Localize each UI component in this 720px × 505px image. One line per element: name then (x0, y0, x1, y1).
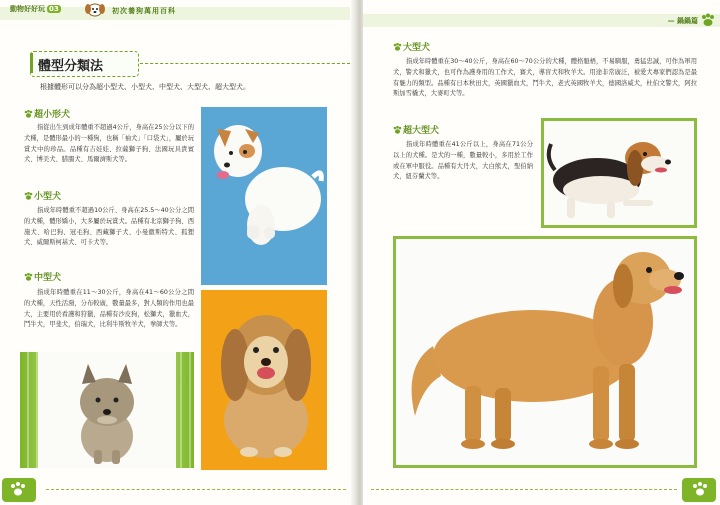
heading-label: 大型犬 (403, 43, 431, 53)
heading-small-dog (24, 189, 61, 202)
section-bar (30, 53, 33, 73)
book-subtitle: 初次養狗萬用百科 (112, 7, 176, 15)
heading-label: 超小形犬 (34, 110, 71, 120)
page-corner-paw-icon (2, 478, 36, 502)
photo-fluffy-dog (201, 290, 327, 470)
series-title (10, 4, 63, 14)
paw-icon (393, 43, 402, 51)
heading-label: 小型犬 (34, 192, 62, 202)
section-divider (140, 63, 350, 64)
page-corner-paw-icon (682, 478, 716, 502)
heading-label: 超大型犬 (403, 126, 440, 136)
puppy-logo-icon (85, 2, 105, 17)
section-title: 體型分類法 (38, 59, 104, 74)
series-badge: 03 (49, 5, 59, 13)
tiny-dog-text: 指從出生到成年體重不超過4公斤，身高在25公分以下的犬種，是體形最小的一種狗，也稱「袖犬」「口袋犬」，屬於玩賞犬中的珍品。品種有吉娃娃、拉薩獅子狗、法國玩具貴賓犬、博美犬、腊腸犬、馬爾濟斯犬等。 (24, 124, 195, 164)
heading-medium-dog (24, 270, 61, 283)
chapter-name: 鍋鍋篇 (677, 17, 698, 25)
paw-icon (393, 126, 402, 134)
heading-tiny-dog (24, 107, 70, 120)
section-title-box (30, 51, 139, 77)
footer-dots (46, 489, 346, 490)
paw-icon (24, 273, 33, 281)
series-name: 動物好好玩 (10, 5, 45, 13)
right-page (363, 0, 720, 505)
heading-giant-dog (393, 123, 439, 136)
paw-icon (24, 110, 33, 118)
paw-icon (24, 192, 33, 200)
photo-golden-retriever (393, 236, 697, 468)
paw-icon (700, 13, 716, 27)
heading-large-dog (393, 40, 430, 53)
header-strip (363, 14, 720, 27)
intro-text: 根據體形可以分為超小型犬、小型犬、中型犬、大型犬、超大型犬。 (40, 83, 250, 91)
heading-label: 中型犬 (34, 273, 62, 283)
footer-dots (371, 489, 677, 490)
medium-dog-text: 指成年時體重在11～30公斤，身高在41～60公分之間的犬種，天性活潑，分布較廣，數量最多，對人類的作用也最大，主要用於看護和狩獵，品種有沙皮狗，松獅犬，獵血犬，鬥牛犬，甲斐犬，伯瑞犬，比利牛斯牧羊犬，拳師犬等。 (24, 289, 195, 329)
chapter-label: — 鍋鍋篇 (667, 17, 698, 25)
photo-white-terrier (201, 107, 327, 285)
large-dog-text: 指成年時體重在30～40公斤，身高在60～70公分的犬種，體格魁梧，不易馴服，勇猛忠誠，可作為軍用犬，警犬和獵犬，也可作為護身用的工作犬，賽犬，導盲犬和牧羊犬。用途非常廣泛，被愛犬專家們認為是最有魅力的類型。品種有日本秋田犬，英國獵血犬，鬥牛犬，老式英國牧羊犬，德國洛威犬，杜伯文警犬，阿拉斯加雪橇犬，大麥町犬等。 (393, 58, 697, 98)
photo-beagle (541, 118, 697, 228)
left-page (0, 0, 356, 505)
small-dog-text: 指成年時體重不超過10公斤、身高在25.5～40公分之間的犬種，體形嬌小，大多屬於玩賞犬。品種有北京獅子狗、西施犬、哈巴狗、冠毛狗、西藏獅子犬、小曼徹斯特犬、狐狸犬、威爾斯柯基犬、可卡犬等。 (24, 207, 195, 247)
photo-cairn-terrier (38, 352, 176, 468)
giant-dog-text: 指成年時體重在41公斤以上，身高在71公分以上的犬種。是犬的一種，數量較小，多用於工作或在軍中服役。品種有大丹犬，大白熊犬，聖伯納犬，紐芬蘭犬等。 (393, 141, 533, 181)
